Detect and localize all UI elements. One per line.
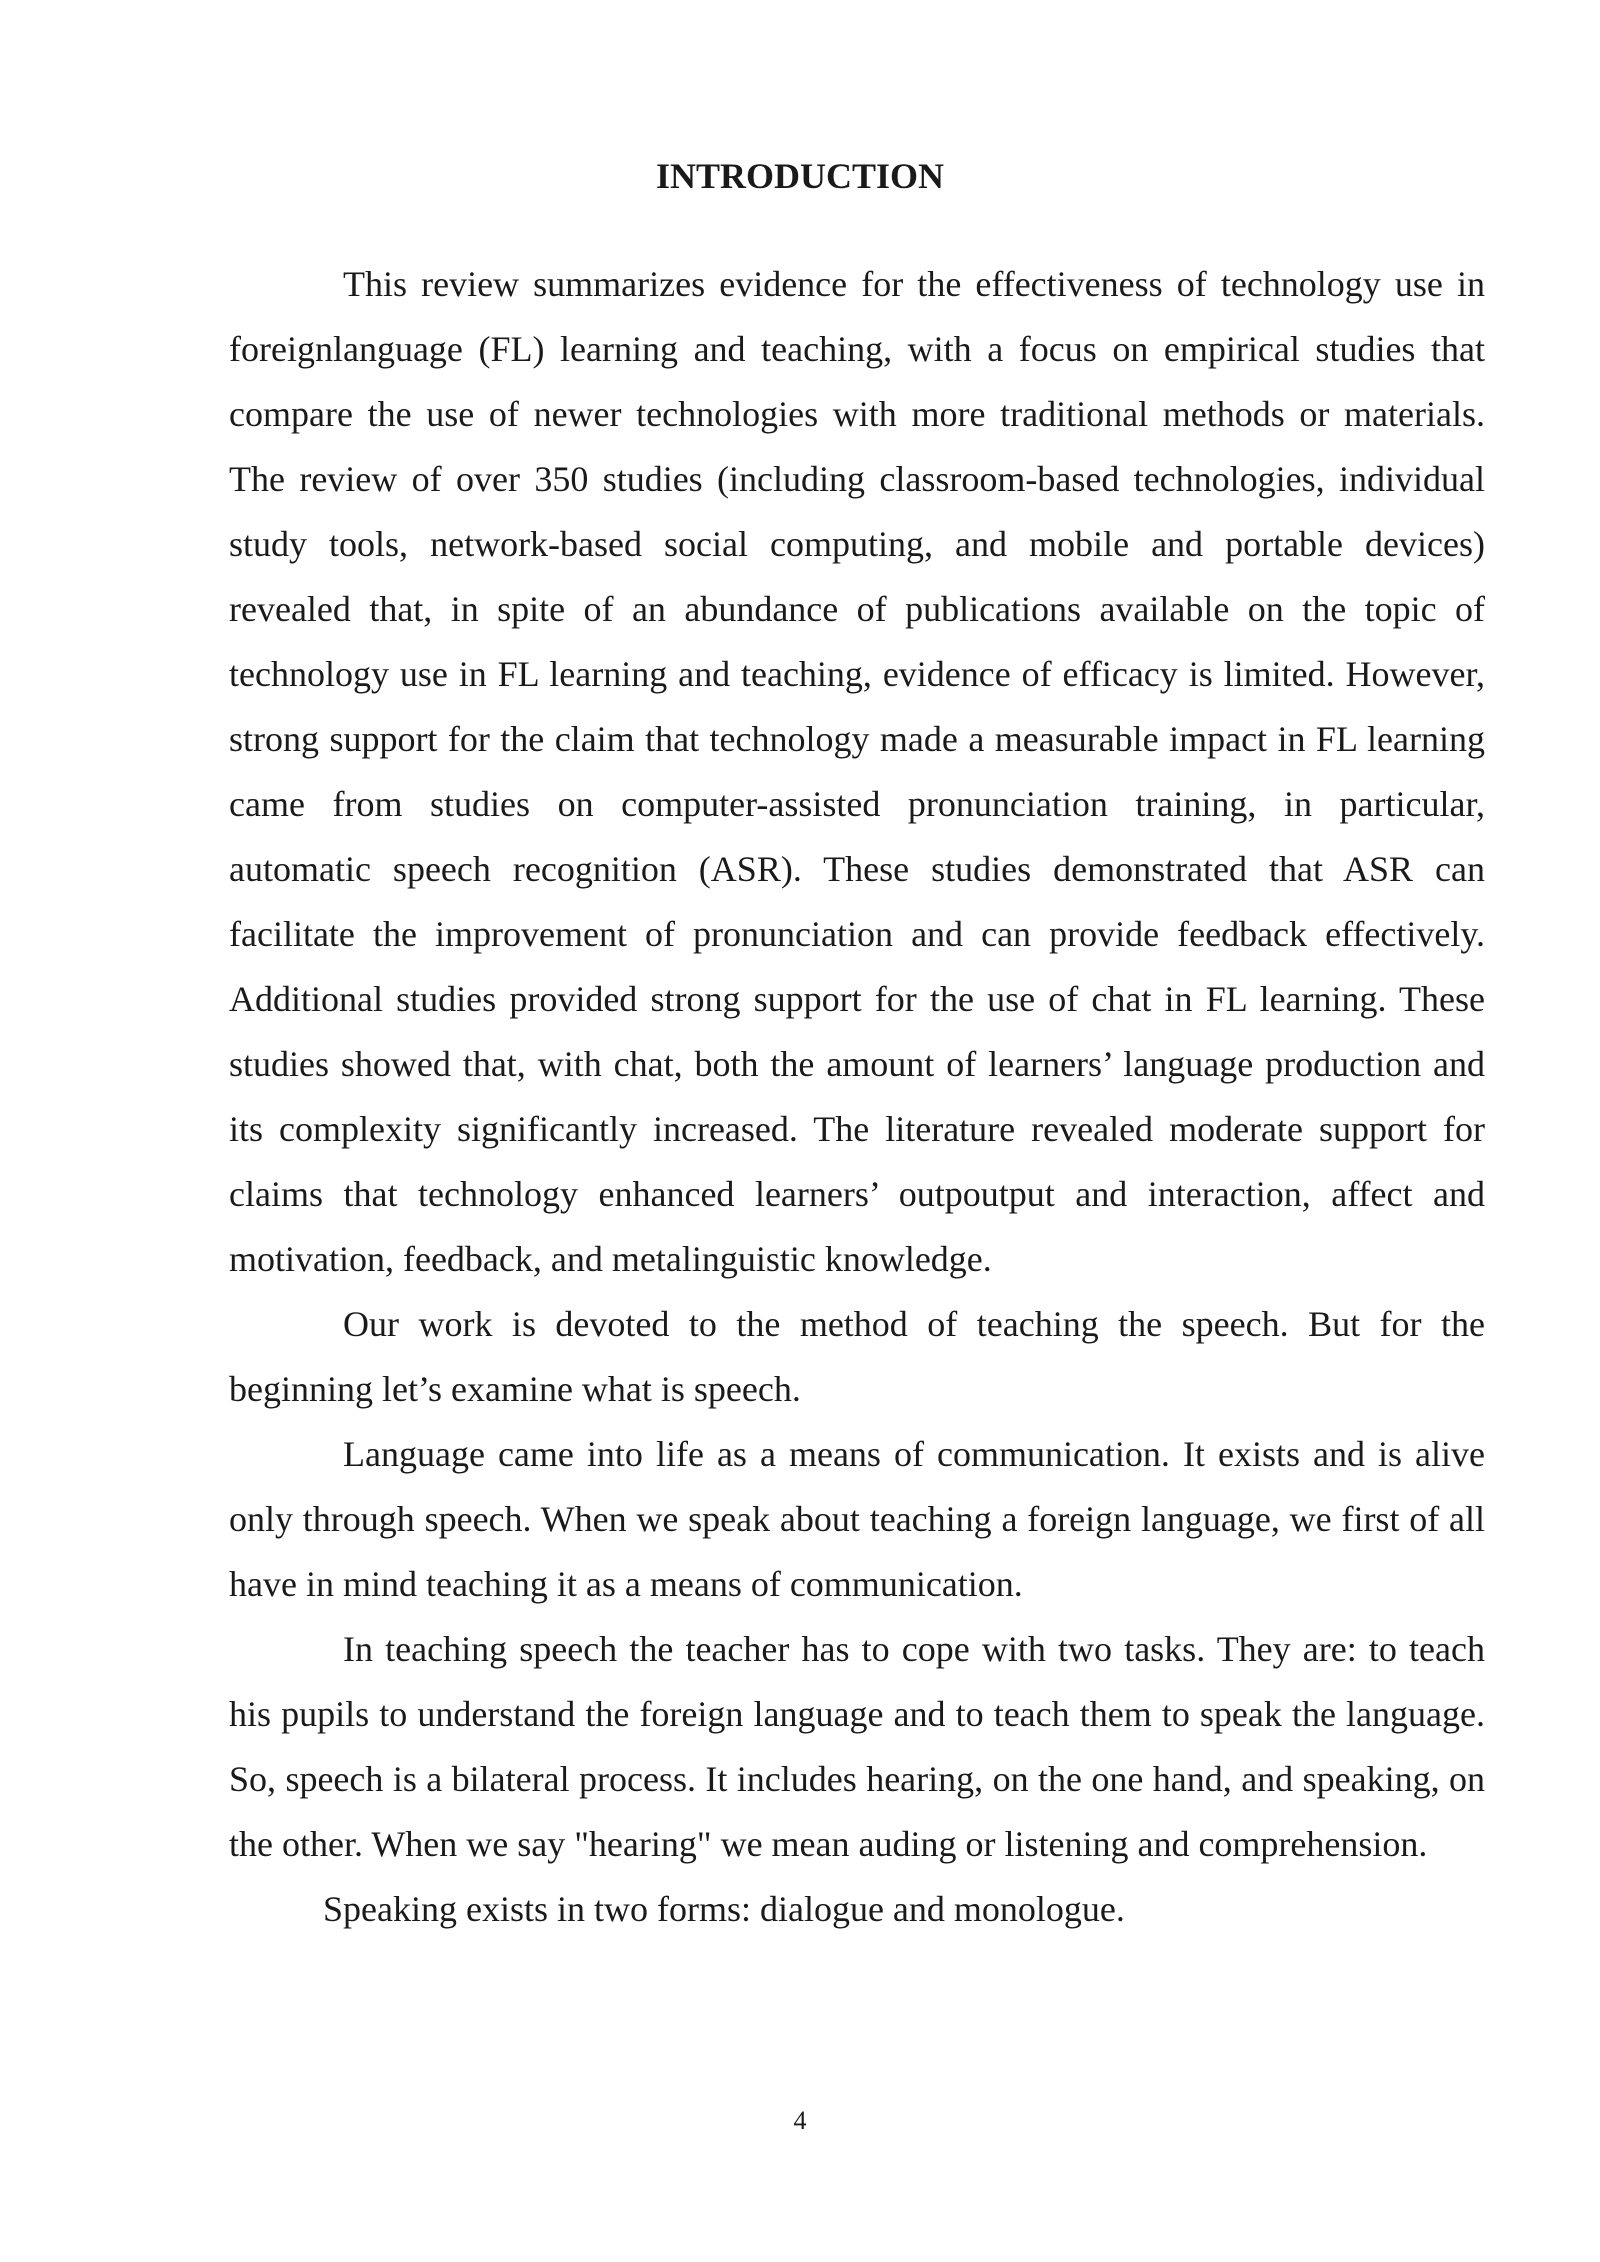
- paragraph-review-summary: This review summarizes evidence for the effectiveness of technology use in foreignlanguage (FL) learning and teaching, with a focus on empirical studies that compare the use of newer technologies with more traditional methods or materials. The review of over 350 studies (including classroom-based technologies, individual study tools, network-based social computing, and mobile and portable devices) revealed that, in spite of an abundance of publications available on the topic of technology use in FL learning and teaching, evidence of efficacy is limited. However, strong support for the claim that technology made a measurable impact in FL learning came from studies on computer-assisted pronunciation training, in particular, automatic speech recognition (ASR). These studies demonstrated that ASR can facilitate the improvement of pronunciation and can provide feedback effectively. Additional studies provided strong support for the use of chat in FL learning. These studies showed that, with chat, both the amount of learners’ language production and its complexity significantly increased. The literature revealed moderate support for claims that technology enhanced learners’ outpoutput and interaction, affect and motivation, feedback, and metalinguistic knowledge.: [229, 264, 1485, 1279]
- page-number: 4: [793, 2106, 807, 2135]
- paragraph-speaking-forms: Speaking exists in two forms: dialogue and monologue.: [323, 1889, 1125, 1929]
- section-heading: INTRODUCTION: [655, 156, 945, 196]
- paragraph-language-communication: Language came into life as a means of communication. It exists and is alive only through speech. When we speak about teaching a foreign language, we first of all have in mind teaching it as a means of communication.: [229, 1434, 1485, 1604]
- paragraph-work-devoted: Our work is devoted to the method of teaching the speech. But for the beginning let’s examine what is speech.: [229, 1304, 1485, 1409]
- body-text: [229, 252, 1485, 1942]
- paragraph-teaching-speech: In teaching speech the teacher has to cope with two tasks. They are: to teach his pupils to understand the foreign language and to teach them to speak the language. So, speech is a bilateral process. It includes hearing, on the one hand, and speaking, on the other. When we say "hearing" we mean auding or listening and comprehension.: [229, 1629, 1485, 1864]
